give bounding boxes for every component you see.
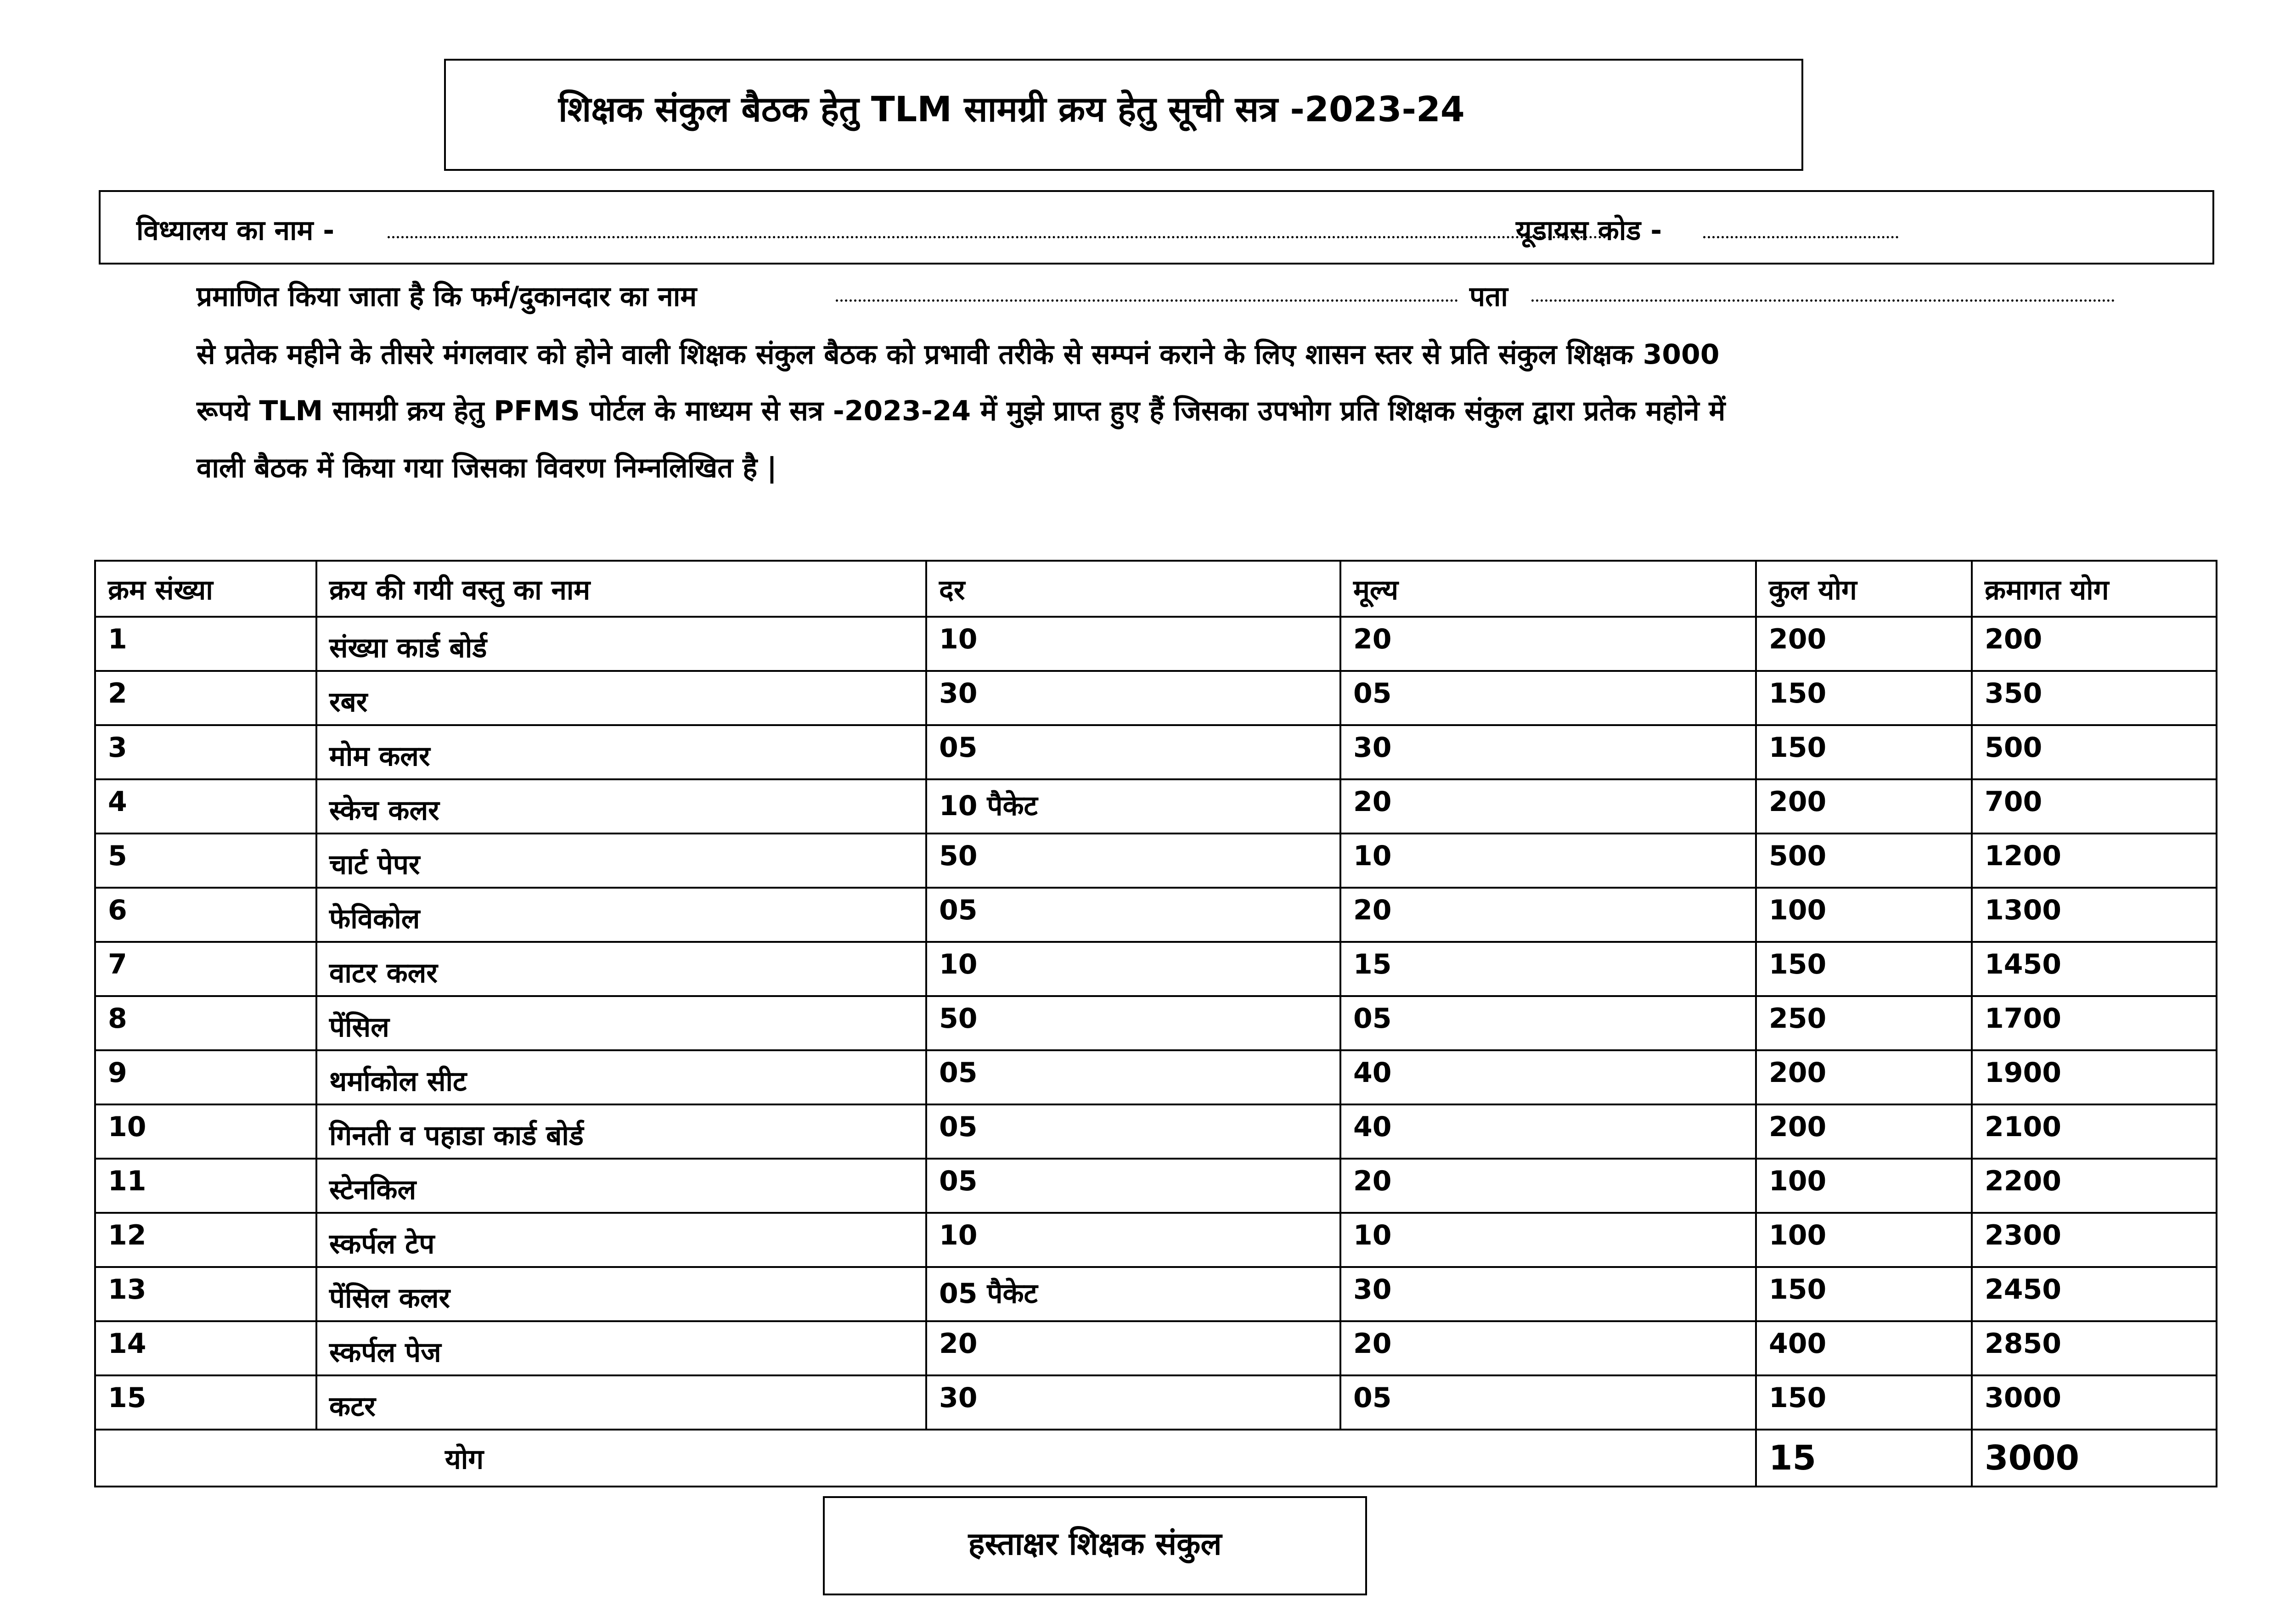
row-total: 250	[1756, 996, 1972, 1050]
row-item-name: गिनती व पहाडा कार्ड बोर्ड	[316, 1104, 926, 1159]
row-price: 15	[1340, 942, 1756, 996]
total-row	[95, 1430, 2217, 1487]
row-item-name: संख्या कार्ड बोर्ड	[316, 617, 926, 671]
row-rate: 10	[926, 1213, 1340, 1267]
row-serial: 8	[95, 996, 316, 1050]
row-rate: 30	[926, 671, 1340, 725]
row-item-name: स्केच कलर	[316, 779, 926, 834]
school-info-box	[99, 190, 2214, 265]
certificate-line-3: रूपये TLM सामग्री क्रय हेतु PFMS पोर्टल के माध्यम से सत्र -2023-24 में मुझे प्राप्त हुए हैं जिसका उपभोग प्रति शिक्षक संकुल द्वारा प्रतेक महोने में	[197, 395, 1726, 427]
row-cumulative: 3000	[1972, 1375, 2217, 1430]
row-item-name: फेविकोल	[316, 888, 926, 942]
table-row	[95, 1159, 2217, 1213]
row-serial: 7	[95, 942, 316, 996]
row-total: 200	[1756, 779, 1972, 834]
row-rate: 05	[926, 725, 1340, 779]
row-item-name: स्टेनकिल	[316, 1159, 926, 1213]
total-count: 15	[1756, 1430, 1972, 1487]
row-price: 20	[1340, 617, 1756, 671]
header-price: मूल्य	[1340, 561, 1756, 617]
row-cumulative: 700	[1972, 779, 2217, 834]
row-serial: 11	[95, 1159, 316, 1213]
header-item-name: क्रय की गयी वस्तु का नाम	[316, 561, 926, 617]
certificate-line-4: वाली बैठक में किया गया जिसका विवरण निम्नलिखित है |	[197, 452, 777, 484]
row-item-name: पेंसिल	[316, 996, 926, 1050]
table-row	[95, 1050, 2217, 1104]
row-rate: 50	[926, 834, 1340, 888]
table-row	[95, 725, 2217, 779]
udise-code-field[interactable]	[1703, 236, 1898, 238]
table-row	[95, 942, 2217, 996]
row-item-name: कटर	[316, 1375, 926, 1430]
row-item-name: रबर	[316, 671, 926, 725]
row-total: 200	[1756, 1104, 1972, 1159]
row-cumulative: 350	[1972, 671, 2217, 725]
row-total: 150	[1756, 671, 1972, 725]
school-name-field[interactable]	[388, 236, 1607, 238]
header-serial: क्रम संख्या	[95, 561, 316, 617]
row-cumulative: 1900	[1972, 1050, 2217, 1104]
row-serial: 14	[95, 1321, 316, 1375]
row-serial: 15	[95, 1375, 316, 1430]
row-price: 40	[1340, 1104, 1756, 1159]
row-rate: 50	[926, 996, 1340, 1050]
row-total: 100	[1756, 1159, 1972, 1213]
row-total: 400	[1756, 1321, 1972, 1375]
row-total: 200	[1756, 617, 1972, 671]
table-row	[95, 1213, 2217, 1267]
row-serial: 10	[95, 1104, 316, 1159]
row-item-name: मोम कलर	[316, 725, 926, 779]
row-rate: 10 पैकेट	[926, 779, 1340, 834]
row-cumulative: 1300	[1972, 888, 2217, 942]
row-price: 05	[1340, 996, 1756, 1050]
table-row	[95, 671, 2217, 725]
row-cumulative: 500	[1972, 725, 2217, 779]
row-price: 30	[1340, 725, 1756, 779]
address-field[interactable]	[1531, 299, 2115, 302]
row-cumulative: 2450	[1972, 1267, 2217, 1321]
header-cumulative: क्रमागत योग	[1972, 561, 2217, 617]
row-serial: 2	[95, 671, 316, 725]
row-price: 20	[1340, 779, 1756, 834]
udise-code-label: यूडायस कोड -	[1516, 214, 1662, 247]
signature-box	[823, 1496, 1367, 1595]
school-name-label: विध्यालय का नाम -	[136, 214, 335, 247]
table-header-row	[95, 561, 2217, 617]
table-row	[95, 1267, 2217, 1321]
row-cumulative: 1700	[1972, 996, 2217, 1050]
row-cumulative: 2100	[1972, 1104, 2217, 1159]
row-total: 150	[1756, 1267, 1972, 1321]
firm-name-label: प्रमाणित किया जाता है कि फर्म/दुकानदार का नाम	[197, 281, 697, 313]
total-label: योग	[95, 1430, 1756, 1487]
certificate-line-1	[197, 276, 697, 314]
row-item-name: पेंसिल कलर	[316, 1267, 926, 1321]
row-rate: 30	[926, 1375, 1340, 1430]
row-total: 200	[1756, 1050, 1972, 1104]
table-row	[95, 996, 2217, 1050]
row-rate: 20	[926, 1321, 1340, 1375]
row-price: 05	[1340, 1375, 1756, 1430]
row-serial: 3	[95, 725, 316, 779]
row-total: 150	[1756, 725, 1972, 779]
row-rate: 05 पैकेट	[926, 1267, 1340, 1321]
page-title: शिक्षक संकुल बैठक हेतु TLM सामग्री क्रय हेतु सूची सत्र -2023-24	[558, 89, 1465, 130]
row-price: 20	[1340, 1321, 1756, 1375]
address-label: पता	[1469, 281, 1508, 313]
table-row	[95, 1375, 2217, 1430]
row-serial: 1	[95, 617, 316, 671]
title-box	[444, 59, 1803, 171]
row-rate: 10	[926, 942, 1340, 996]
row-cumulative: 2300	[1972, 1213, 2217, 1267]
purchase-table	[94, 560, 2217, 1487]
certificate-line-2: से प्रतेक महीने के तीसरे मंगलवार को होने वाली शिक्षक संकुल बैठक को प्रभावी तरीके से सम्पनं कराने के लिए शासन स्तर से प्रति संकुल शिक्षक 3000	[197, 338, 1720, 371]
row-price: 05	[1340, 671, 1756, 725]
row-price: 10	[1340, 1213, 1756, 1267]
row-price: 40	[1340, 1050, 1756, 1104]
table-row	[95, 1104, 2217, 1159]
row-cumulative: 200	[1972, 617, 2217, 671]
table-row	[95, 1321, 2217, 1375]
row-total: 100	[1756, 888, 1972, 942]
row-price: 20	[1340, 1159, 1756, 1213]
row-cumulative: 1200	[1972, 834, 2217, 888]
header-total: कुल योग	[1756, 561, 1972, 617]
table-row	[95, 888, 2217, 942]
row-serial: 5	[95, 834, 316, 888]
row-item-name: स्कर्पल पेज	[316, 1321, 926, 1375]
row-total: 150	[1756, 942, 1972, 996]
table-row	[95, 617, 2217, 671]
row-item-name: वाटर कलर	[316, 942, 926, 996]
row-rate: 05	[926, 1104, 1340, 1159]
row-cumulative: 2850	[1972, 1321, 2217, 1375]
row-rate: 05	[926, 1159, 1340, 1213]
row-total: 500	[1756, 834, 1972, 888]
row-serial: 4	[95, 779, 316, 834]
row-price: 10	[1340, 834, 1756, 888]
row-serial: 9	[95, 1050, 316, 1104]
total-amount: 3000	[1972, 1430, 2217, 1487]
firm-name-field[interactable]	[836, 299, 1458, 302]
row-total: 100	[1756, 1213, 1972, 1267]
row-item-name: थर्माकोल सीट	[316, 1050, 926, 1104]
row-rate: 05	[926, 1050, 1340, 1104]
row-serial: 12	[95, 1213, 316, 1267]
signature-label: हस्ताक्षर शिक्षक संकुल	[968, 1526, 1222, 1562]
row-price: 20	[1340, 888, 1756, 942]
row-price: 30	[1340, 1267, 1756, 1321]
row-serial: 13	[95, 1267, 316, 1321]
row-rate: 10	[926, 617, 1340, 671]
table-row	[95, 834, 2217, 888]
table-row	[95, 779, 2217, 834]
row-total: 150	[1756, 1375, 1972, 1430]
header-rate: दर	[926, 561, 1340, 617]
row-cumulative: 2200	[1972, 1159, 2217, 1213]
row-cumulative: 1450	[1972, 942, 2217, 996]
row-serial: 6	[95, 888, 316, 942]
row-rate: 05	[926, 888, 1340, 942]
row-item-name: स्कर्पल टेप	[316, 1213, 926, 1267]
row-item-name: चार्ट पेपर	[316, 834, 926, 888]
